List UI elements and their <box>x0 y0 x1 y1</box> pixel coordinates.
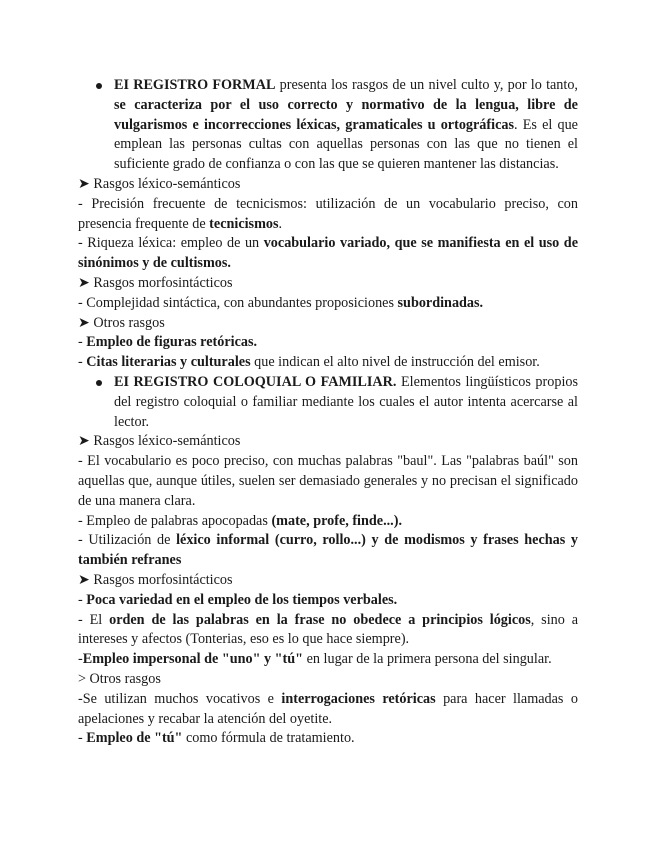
coloquial-tu-pre: - <box>78 730 87 747</box>
coloquial-tu <box>78 729 578 749</box>
coloquial-imp-bold: Empleo impersonal de "uno" y "tú" <box>82 651 304 668</box>
coloquial-tu-bold: Empleo de "tú" <box>86 730 183 747</box>
coloquial-vocativos <box>78 690 578 730</box>
coloquial-text-1: Elementos lingüísticos propios del registro coloquial o familiar mediante los cuales el autor intenta acercarse al lector. <box>114 373 578 430</box>
coloquial-orden <box>78 611 578 651</box>
formal-fig-bold: Empleo de figuras retóricas. <box>86 334 258 351</box>
coloquial-baul: - El vocabulario es poco preciso, con muchas palabras "baul". Las "palabras baúl" son aquellas que, aunque útiles, suelen ser demasiado generales y no precisan el significado de una manera clara. <box>78 453 578 509</box>
formal-figuras <box>78 333 578 353</box>
coloquial-morf-heading: ➤ Rasgos morfosintácticos <box>78 571 233 588</box>
coloquial-lexico-informal <box>78 531 578 571</box>
coloquial-tu-post: como fórmula de tratamiento. <box>182 730 355 747</box>
formal-bold-1: se caracteriza por el uso correcto y normativo de la lengua, libre de vulgarismos e incorrecciones léxicas, gramaticales u ortográficas <box>114 96 578 133</box>
formal-fig-pre: - <box>78 334 87 351</box>
formal-heading: EI REGISTRO FORMAL <box>114 77 276 93</box>
formal-citas-pre: - <box>78 354 87 371</box>
formal-otros-heading: ➤ Otros rasgos <box>78 314 165 331</box>
formal-text-2: . Es el que emplean las personas cultas con aquellas personas con las que no tienen el suficiente grado de confianza o con las que se quieren mantener las distancias. <box>114 116 578 173</box>
coloquial-apoc-bold: (mate, profe, finde...). <box>271 512 402 529</box>
coloquial-lex-heading: ➤ Rasgos léxico-semánticos <box>78 433 241 450</box>
formal-citas <box>78 353 578 373</box>
formal-riqueza <box>78 234 578 274</box>
bullet-formal <box>78 76 578 175</box>
coloquial-heading: EI REGISTRO COLOQUIAL O FAMILIAR. <box>114 373 397 390</box>
coloquial-voc-post: para hacer llamadas o apelaciones y recabar la atención del oyetite. <box>78 690 578 727</box>
coloquial-lexinf-pre: - Utilización de <box>78 532 177 549</box>
formal-tec-bold: tecnicismos <box>209 215 279 232</box>
coloquial-imp-post: en lugar de la primera persona del singular. <box>303 651 552 668</box>
document-page <box>78 76 578 749</box>
coloquial-orden-pre: - El <box>78 611 110 628</box>
formal-complejidad <box>78 294 578 314</box>
formal-riq-pre: - Riqueza léxica: empleo de un <box>78 235 264 252</box>
bullet-dot-icon <box>96 380 102 386</box>
formal-text-1: presenta los rasgos de un nivel culto y, por lo tanto, <box>275 77 578 93</box>
formal-citas-bold: Citas literarias y culturales <box>86 354 251 371</box>
coloquial-apocopadas <box>78 512 578 532</box>
formal-tec-pre: - Precisión frecuente de tecnicismos: utilización de un vocabulario preciso, con presencia frequente de <box>78 195 578 232</box>
bullet-dot-icon <box>96 83 102 89</box>
formal-comp-bold: subordinadas. <box>397 294 484 311</box>
coloquial-poca-bold: Poca variedad en el empleo de los tiempos verbales. <box>86 591 398 608</box>
coloquial-voc-bold: interrogaciones retóricas <box>281 690 436 707</box>
formal-tec-post: . <box>278 215 283 232</box>
coloquial-orden-post: , sino a intereses y afectos (Tonterias, eso es lo que hace siempre). <box>78 611 578 648</box>
coloquial-imp-pre: - <box>78 651 83 668</box>
coloquial-orden-bold: orden de las palabras en la frase no obedece a principios lógicos <box>109 611 531 628</box>
coloquial-poca-pre: - <box>78 591 87 608</box>
formal-citas-post: que indican el alto nivel de instrucción del emisor. <box>250 354 540 371</box>
bullet-coloquial <box>78 373 578 432</box>
coloquial-impersonal <box>78 650 578 670</box>
formal-lex-heading: ➤ Rasgos léxico-semánticos <box>78 175 241 192</box>
formal-comp-pre: - Complejidad sintáctica, con abundantes proposiciones <box>78 294 398 311</box>
formal-tecnicismos <box>78 195 578 235</box>
formal-morf-heading: ➤ Rasgos morfosintácticos <box>78 274 233 291</box>
coloquial-otros-heading: > Otros rasgos <box>78 670 161 687</box>
coloquial-voc-pre: -Se utilizan muchos vocativos e <box>78 690 282 707</box>
coloquial-poca-variedad <box>78 591 578 611</box>
coloquial-lexinf-bold: léxico informal (curro, rollo...) y de modismos y frases hechas y también refranes <box>78 532 578 569</box>
formal-riq-bold: vocabulario variado, que se manifiesta en el uso de sinónimos y de cultismos. <box>78 235 578 272</box>
coloquial-apoc-pre: - Empleo de palabras apocopadas <box>78 512 272 529</box>
